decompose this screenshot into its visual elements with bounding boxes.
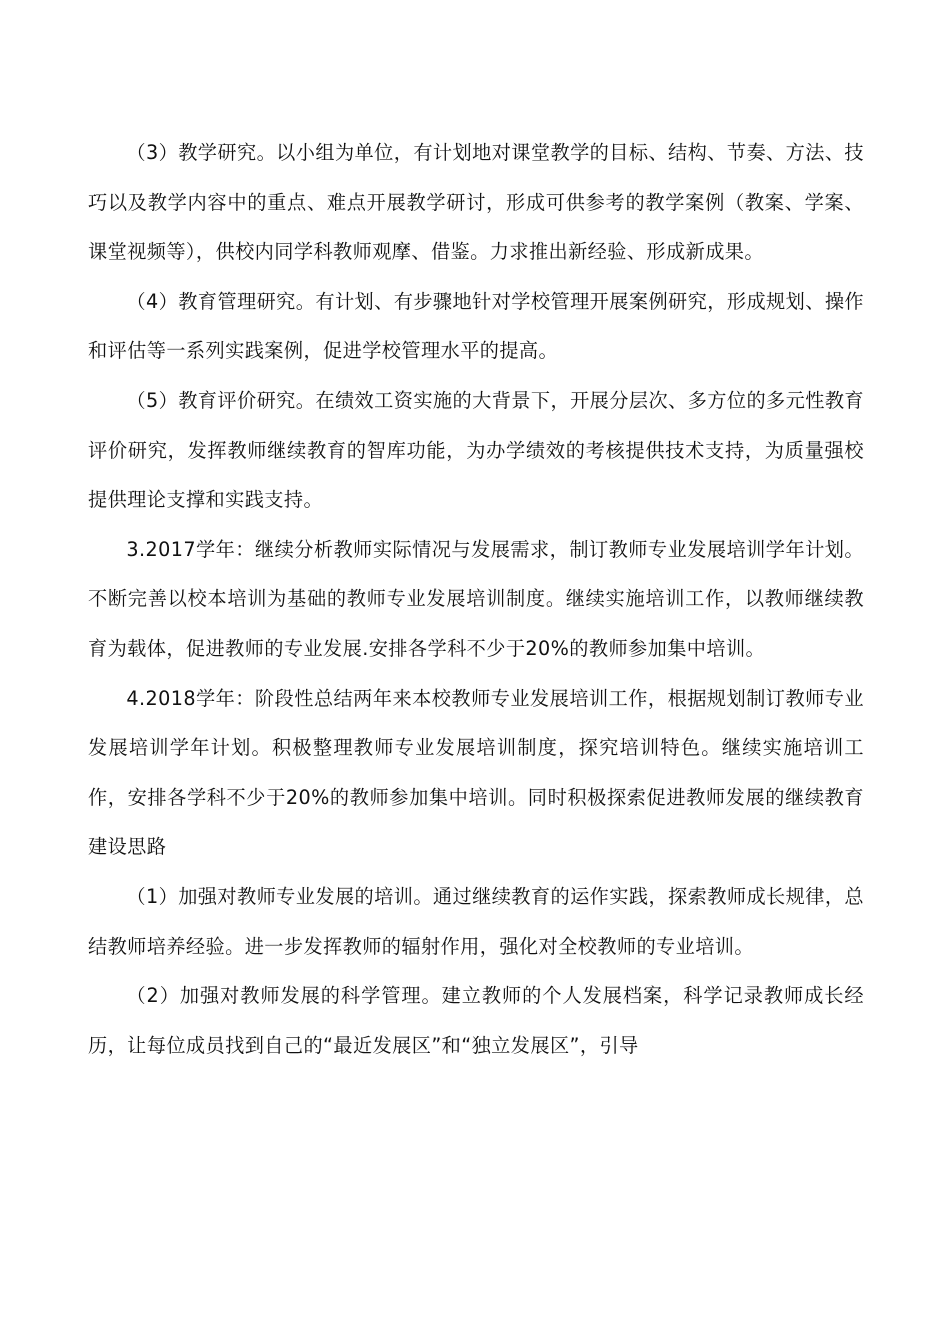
- paragraph-professional-training: （1）加强对教师专业发展的培训。通过继续教育的运作实践，探索教师成长规律，总结教师培养经验。进一步发挥教师的辐射作用，强化对全校教师的专业培训。: [88, 884, 864, 958]
- paragraph-teaching-research: （3）教学研究。以小组为单位，有计划地对课堂教学的目标、结构、节奏、方法、技巧以及教学内容中的重点、难点开展教学研讨，形成可供参考的教学案例（教案、学案、课堂视频等），供校内同学科教师观摩、借鉴。力求推出新经验、形成新成果。: [88, 141, 864, 264]
- paragraph-2018-plan: 4.2018学年：阶段性总结两年来本校教师专业发展培训工作，根据规划制订教师专业发展培训学年计划。积极整理教师专业发展培训制度，探究培训特色。继续实施培训工作，安排各学科不少于20%的教师参加集中培训。同时积极探索促进教师发展的继续教育建设思路: [88, 686, 864, 859]
- paragraph-2017-plan: 3.2017学年：继续分析教师实际情况与发展需求，制订教师专业发展培训学年计划。不断完善以校本培训为基础的教师专业发展培训制度。继续实施培训工作，以教师继续教育为载体，促进教师的专业发展.安排各学科不少于20%的教师参加集中培训。: [88, 537, 864, 660]
- paragraph-evaluation-research: （5）教育评价研究。在绩效工资实施的大背景下，开展分层次、多方位的多元性教育评价研究，发挥教师继续教育的智库功能，为办学绩效的考核提供技术支持，为质量强校提供理论支撑和实践支持。: [88, 388, 864, 512]
- paragraph-scientific-management: （2）加强对教师发展的科学管理。建立教师的个人发展档案，科学记录教师成长经历，让每位成员找到自己的“最近发展区”和“独立发展区”，引导: [88, 984, 864, 1057]
- paragraph-management-research: （4）教育管理研究。有计划、有步骤地针对学校管理开展案例研究，形成规划、操作和评估等一系列实践案例，促进学校管理水平的提高。: [88, 289, 864, 363]
- document-body: [88, 128, 864, 1070]
